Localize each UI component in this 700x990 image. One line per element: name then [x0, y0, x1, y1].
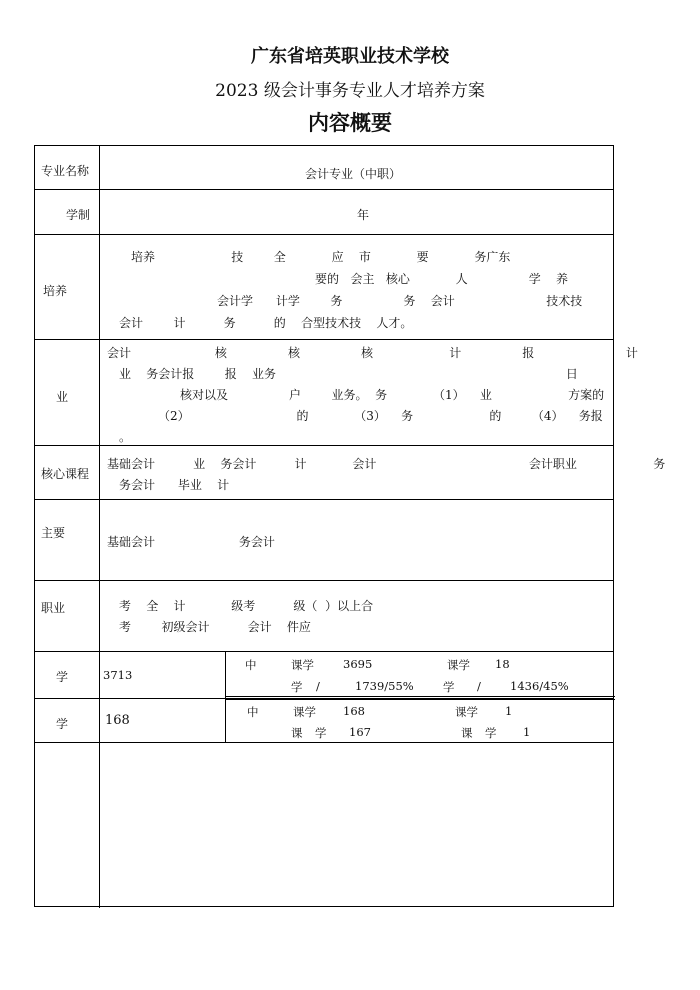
major-value: 会计专业（中职） [305, 167, 402, 181]
summary-table [34, 145, 666, 907]
duration-value: 年 [357, 208, 370, 222]
credits-cell: 中 [247, 705, 259, 719]
goal-line: 培养 技 全 应 市 要 务广东 [131, 250, 511, 264]
hours-cell: 学 [443, 680, 455, 694]
program-title: 2023 级会计事务专业人才培养方案 [215, 81, 485, 101]
duration-label: 学制 [66, 208, 91, 222]
row-divider [35, 189, 613, 190]
row-divider [35, 499, 613, 500]
credits-total: 168 [105, 713, 130, 728]
school-name: 广东省培英职业技术学校 [251, 46, 449, 67]
hours-cell: 课学 [447, 658, 470, 672]
main-label: 主要 [41, 526, 66, 540]
hours-cell: / [477, 679, 481, 693]
hours-cell: 18 [495, 657, 510, 671]
column-divider [225, 651, 226, 742]
credits-cell: 课 [291, 726, 303, 740]
core-line: 基础会计 业 务会计 计 会计 会计职业 务 [107, 457, 666, 471]
credits-cell: 课学 [293, 705, 316, 719]
cert-line: 考 初级会计 会计 件应 [119, 620, 311, 634]
row-divider [225, 699, 615, 700]
credits-cell: 课 [461, 726, 473, 740]
core-line: 务会计 毕业 计 [119, 478, 230, 492]
credits-cell: 学 [485, 726, 497, 740]
credits-cell: 1 [505, 704, 513, 718]
hours-cell: / [316, 679, 320, 693]
credits-label: 学 [56, 717, 69, 731]
cert-line: 考 全 计 级考 级（ ）以上合 [119, 599, 374, 613]
hours-cell: 中 [245, 658, 257, 672]
row-divider [35, 339, 613, 340]
hours-cell: 1436/45% [510, 679, 569, 693]
career-line: 。 [119, 430, 132, 444]
hours-total: 3713 [103, 668, 133, 682]
hours-cell: 3695 [343, 657, 373, 671]
row-divider [35, 580, 613, 581]
goal-label: 培养 [43, 284, 68, 298]
credits-cell: 课学 [455, 705, 478, 719]
main-value: 基础会计 务会计 [107, 535, 275, 549]
hours-cell: 1739/55% [355, 679, 414, 693]
major-label: 专业名称 [41, 164, 90, 178]
career-line: 业 务会计报 报 业务 日 [119, 367, 578, 381]
hours-cell: 课学 [291, 658, 314, 672]
hours-label: 学 [56, 670, 69, 684]
credits-cell: 168 [343, 704, 365, 718]
career-label: 业 [56, 390, 69, 404]
credits-cell: 167 [349, 725, 371, 739]
cert-label: 职业 [41, 601, 66, 615]
row-divider [35, 445, 613, 446]
goal-line: 要的 会主 核心 人 学 养 [315, 272, 568, 286]
row-divider [35, 651, 613, 652]
hours-cell: 学 [291, 680, 303, 694]
career-line: （2） 的 （3） 务 的 （4） 务报 [158, 409, 603, 423]
credits-cell: 1 [523, 725, 531, 739]
goal-line: 会计 计 务 的 合型技术技 人才。 [119, 316, 413, 330]
goal-line: 会计学 计学 务 务 会计 技术技 [217, 294, 583, 308]
credits-cell: 学 [315, 726, 327, 740]
core-label: 核心课程 [41, 467, 90, 481]
row-divider [35, 234, 613, 235]
row-divider [35, 742, 613, 743]
row-divider [225, 696, 615, 697]
column-divider [99, 146, 100, 908]
career-line: 会计 核 核 核 计 报 计 [107, 346, 638, 360]
career-line: 核对以及 户 业务。 务 （1） 业 方案的 [180, 388, 605, 402]
page-title: 内容概要 [308, 110, 392, 135]
